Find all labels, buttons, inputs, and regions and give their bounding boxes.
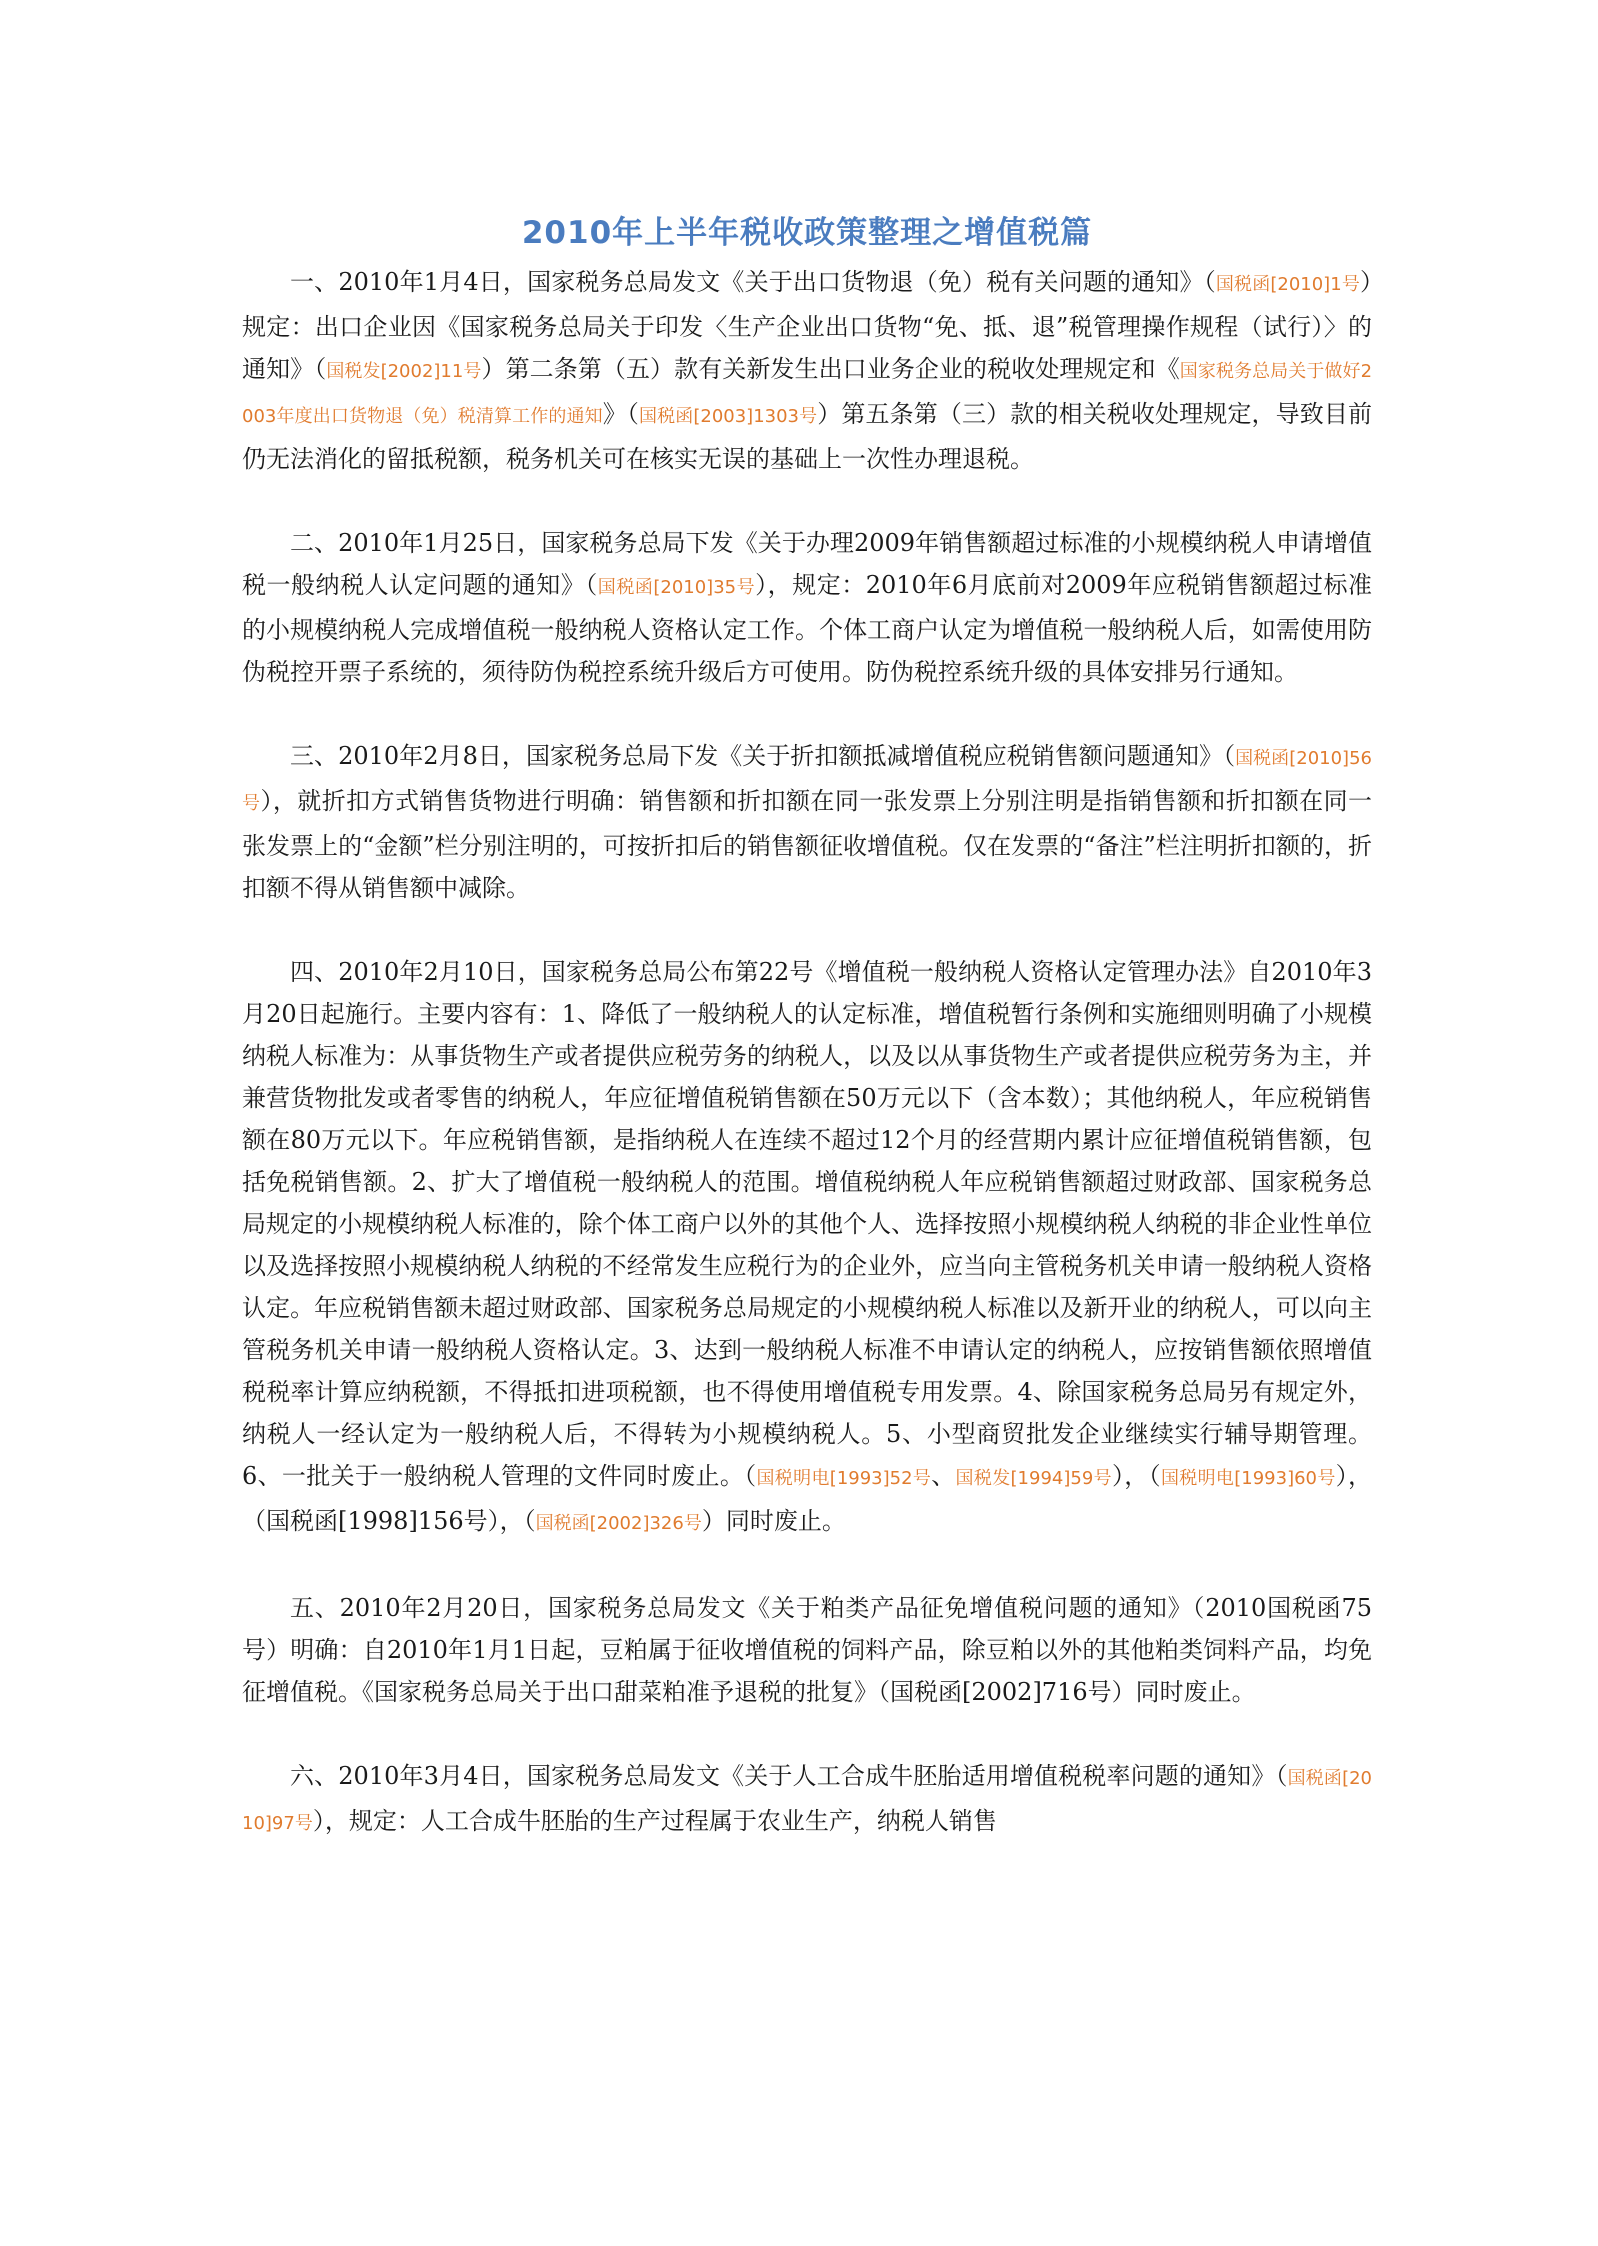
paragraph-text: 》（ [602,400,639,428]
paragraph-gap [242,693,1372,735]
paragraph-text: ）第二条第（五）款有关新发生出口业务企业的税收处理规定和《 [481,355,1180,383]
paragraph-text: ），规定：人工合成牛胚胎的生产过程属于农业生产，纳税人销售 [312,1807,997,1835]
paragraph-gap [242,480,1372,522]
paragraph-text: ），就折扣方式销售货物进行明确：销售额和折扣额在同一张发票上分别注明是指销售额和折扣额在同一张发票上的“金额”栏分别注明的，可按折扣后的销售额征收增值税。仅在发票的“备注”栏注明折扣额的，折扣额不得从销售额中减除。 [242,787,1372,902]
paragraph-text: ）同时废止。 [701,1507,846,1535]
paragraph-text: ）第五条第（三）款的相关税收处理规定，导致目前仍无法消化的留抵税额，税务机关可在核实无误的基础上一次性办理退税。 [242,400,1372,473]
paragraph-text: 六、2010年3月4日，国家税务总局发文《关于人工合成牛胚胎适用增值税税率问题的通知》（ [290,1762,1288,1790]
paragraph-text: 二、2010年1月25日，国家税务总局下发《关于办理2009年销售额超过标准的小规模纳税人申请增值税一般纳税人认定问题的通知》（ [242,529,1372,599]
paragraph-text: ），（ [1111,1462,1161,1490]
paragraph-4 [242,951,1372,1545]
paragraph-2 [242,522,1372,693]
paragraph-text: ），（国税函[1998]156号），（ [242,1462,1372,1535]
document-reference-link[interactable]: 国税函[2002]326号 [535,1513,702,1534]
document-reference-link[interactable]: 国税函[2010]1号 [1215,274,1360,295]
paragraph-text: 五、2010年2月20日，国家税务总局发文《关于粕类产品征免增值税问题的通知》（2010国税函75号）明确：自2010年1月1日起，豆粕属于征收增值税的饲料产品，除豆粕以外的其他粕类饲料产品，均免征增值税。《国家税务总局关于出口甜菜粕准予退税的批复》（国税函[2002]716号）同时废止。 [242,1594,1372,1706]
paragraph-text: 四、2010年2月10日，国家税务总局公布第22号《增值税一般纳税人资格认定管理办法》自2010年3月20日起施行。主要内容有：1、降低了一般纳税人的认定标准，增值税暂行条例和实施细则明确了小规模纳税人标准为：从事货物生产或者提供应税劳务的纳税人，以及以从事货物生产或者提供应税劳务为主，并兼营货物批发或者零售的纳税人，年应征增值税销售额在50万元以下（含本数）；其他纳税人，年应税销售额在80万元以下。年应税销售额，是指纳税人在连续不超过12个月的经营期内累计应征增值税销售额，包括免税销售额。2、扩大了增值税一般纳税人的范围。增值税纳税人年应税销售额超过财政部、国家税务总局规定的小规模纳税人标准的，除个体工商户以外的其他个人、选择按照小规模纳税人纳税的非企业性单位以及选择按照小规模纳税人纳税的不经常发生应税行为的企业外，应当向主管税务机关申请一般纳税人资格认定。年应税销售额未超过财政部、国家税务总局规定的小规模纳税人标准以及新开业的纳税人，可以向主管税务机关申请一般纳税人资格认定。3、达到一般纳税人标准不申请认定的纳税人，应按销售额依照增值税税率计算应纳税额，不得抵扣进项税额，也不得使用增值税专用发票。4、除国家税务总局另有规定外，纳税人一经认定为一般纳税人后，不得转为小规模纳税人。5、小型商贸批发企业继续实行辅导期管理。6、一批关于一般纳税人管理的文件同时废止。（ [242,958,1372,1490]
paragraph-text: 、 [931,1462,956,1490]
document-reference-link[interactable]: 国税函[2003]1303号 [638,406,818,427]
document-page [242,205,1372,1845]
document-title: 2010年上半年税收政策整理之增值税篇 [521,215,1093,251]
paragraph-text: 三、2010年2月8日，国家税务总局下发《关于折扣额抵减增值税应税销售额问题通知》（ [290,742,1236,770]
paragraph-text: ），规定：2010年6月底前对2009年应税销售额超过标准的小规模纳税人完成增值税一般纳税人资格认定工作。个体工商户认定为增值税一般纳税人后，如需使用防伪税控开票子系统的，须待防伪税控系统升级后方可使用。防伪税控系统升级的具体安排另行通知。 [242,571,1372,686]
document-reference-link[interactable]: 国家税务总局关于做好2003年度出口货物退（免）税清算工作的通知 [242,361,1373,427]
document-reference-link[interactable]: 国税函[2010]35号 [597,577,756,598]
document-reference-link[interactable]: 国税函[2010]97号 [242,1768,1372,1834]
document-reference-link[interactable]: 国税发[2002]11号 [326,361,482,382]
paragraph-6 [242,1755,1372,1845]
document-reference-link[interactable]: 国税发[1994]59号 [955,1468,1112,1489]
document-reference-link[interactable]: 国税明电[1993]60号 [1160,1468,1336,1489]
document-reference-link[interactable]: 国税函[2010]56号 [242,748,1372,814]
document-body [242,261,1372,1845]
document-reference-link[interactable]: 国税明电[1993]52号 [756,1468,932,1489]
paragraph-3 [242,735,1372,909]
paragraph-text: ）规定：出口企业因《国家税务总局关于印发〈生产企业出口货物“免、抵、退”税管理操作规程（试行）〉的通知》（ [242,268,1372,383]
paragraph-5 [242,1587,1372,1713]
paragraph-1 [242,261,1372,480]
paragraph-text: 一、2010年1月4日，国家税务总局发文《关于出口货物退（免）税有关问题的通知》（ [290,268,1216,296]
paragraph-gap [242,1713,1372,1755]
paragraph-gap [242,1545,1372,1587]
paragraph-gap [242,909,1372,951]
